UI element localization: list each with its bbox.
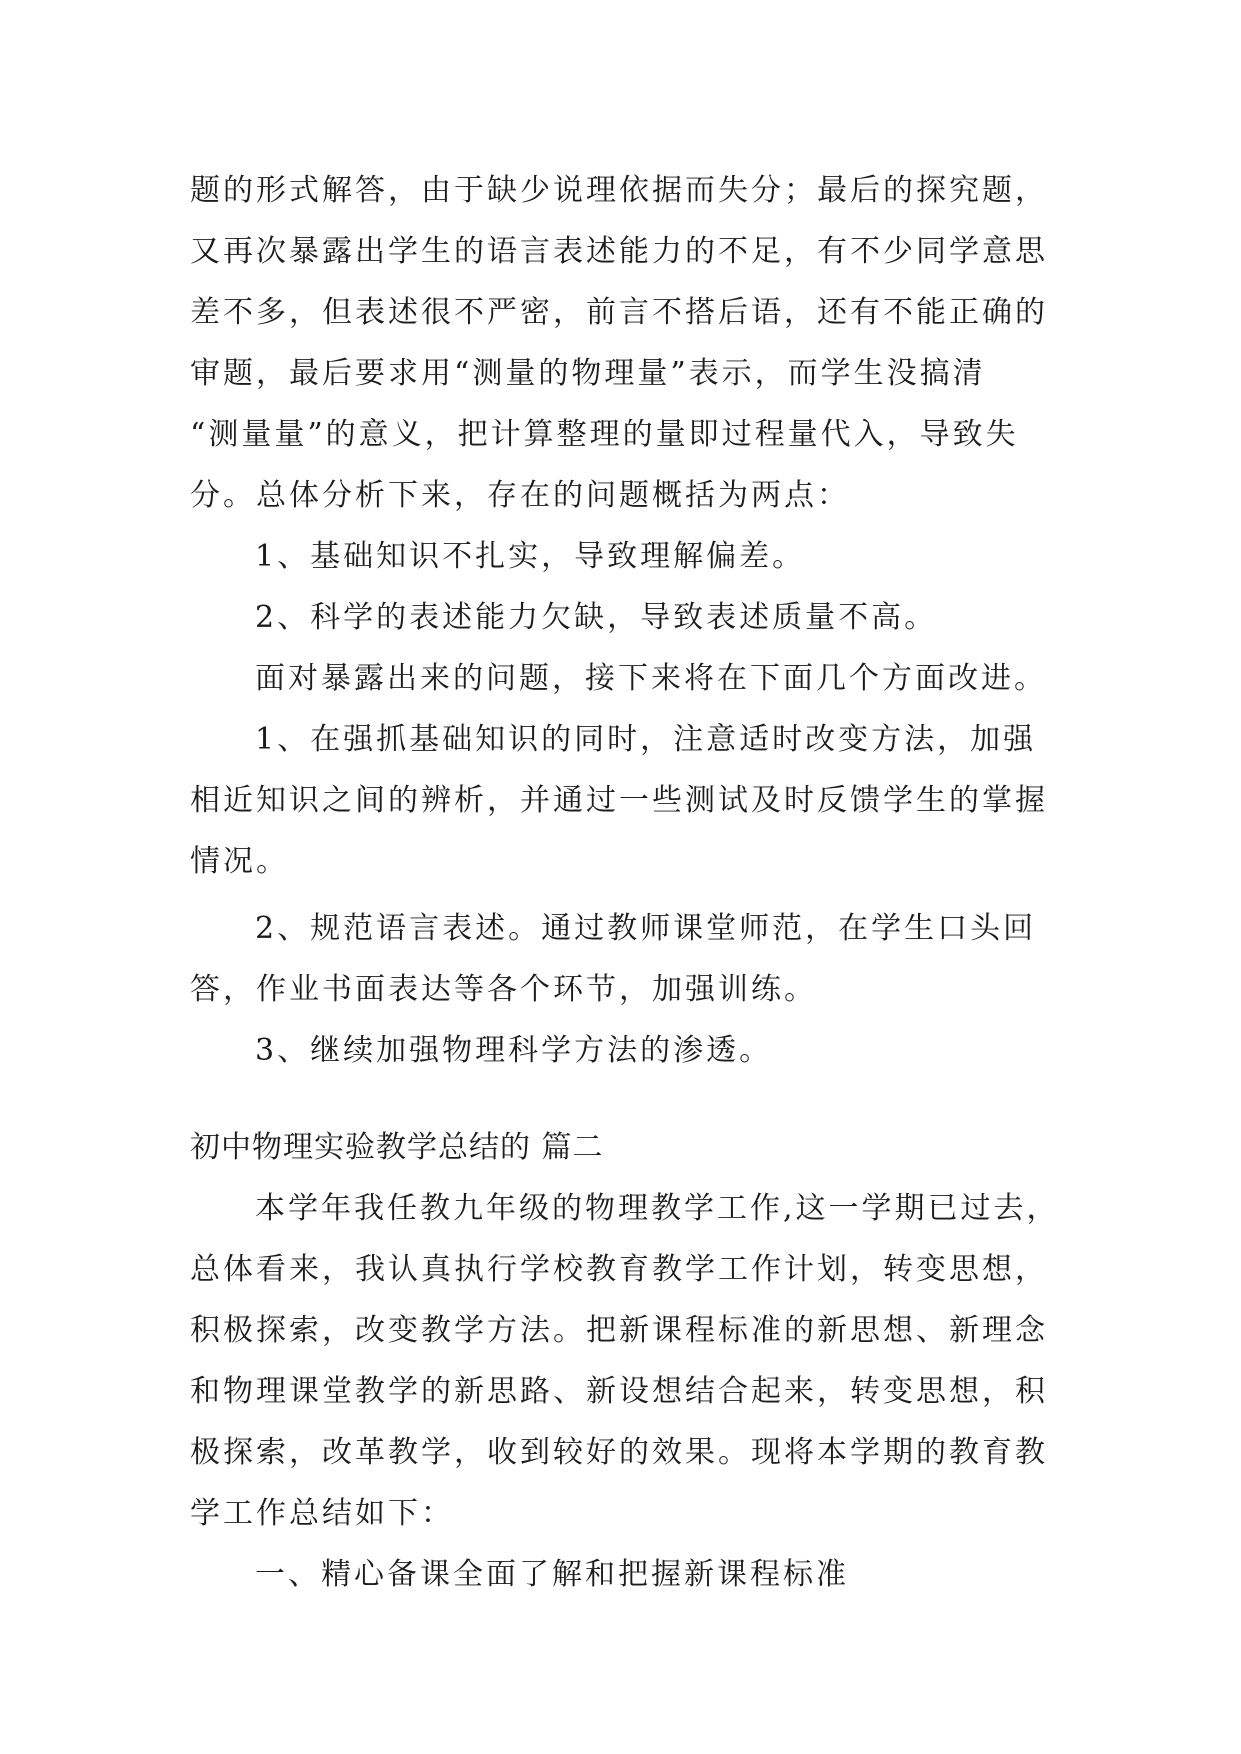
improvement-item-1: 1、在强抓基础知识的同时，注意适时改变方法，加强 (255, 722, 1037, 757)
paragraph-line: 题的形式解答，由于缺少说理依据而失分；最后的探究题， (190, 173, 1048, 208)
paragraph-line: 相近知识之间的辨析，并通过一些测试及时反馈学生的掌握 (190, 783, 1048, 818)
document-body (190, 160, 1060, 1605)
paragraph-line: 答，作业书面表达等各个环节，加强训练。 (190, 972, 817, 1007)
problem-item: 1、基础知识不扎实，导致理解偏差。 (255, 539, 806, 574)
paragraph-line: “测量量”的意义，把计算整理的量即过程量代入，导致失 (190, 417, 1019, 452)
section-spacer (190, 1081, 1060, 1117)
improvement-intro: 面对暴露出来的问题，接下来将在下面几个方面改进。 (255, 661, 1047, 696)
improvement-item-3: 3、继续加强物理科学方法的渗透。 (255, 1033, 773, 1068)
paragraph-line: 情况。 (190, 844, 289, 879)
improvement-item-2: 2、规范语言表述。通过教师课堂师范，在学生口头回 (255, 911, 1037, 946)
paragraph-line: 又再次暴露出学生的语言表述能力的不足，有不少同学意思 (190, 234, 1048, 269)
subheading: 一、精心备课全面了解和把握新课程标准 (255, 1557, 849, 1592)
section-heading: 初中物理实验教学总结的 篇二 (190, 1130, 604, 1165)
paragraph-line: 总体看来，我认真执行学校教育教学工作计划，转变思想， (190, 1252, 1048, 1287)
paragraph-line: 和物理课堂教学的新思路、新设想结合起来，转变思想，积 (190, 1374, 1048, 1409)
paragraph-line: 极探索，改革教学，收到较好的效果。现将本学期的教育教 (190, 1435, 1048, 1470)
paragraph-line: 审题，最后要求用“测量的物理量”表示，而学生没搞清 (190, 356, 986, 391)
paragraph-line: 学工作总结如下： (190, 1496, 454, 1531)
paragraph-line: 本学年我任教九年级的物理教学工作,这一学期已过去， (255, 1191, 1060, 1226)
paragraph-line: 分。总体分析下来，存在的问题概括为两点： (190, 478, 850, 513)
problem-item: 2、科学的表述能力欠缺，导致表述质量不高。 (255, 600, 938, 635)
paragraph-line: 差不多，但表述很不严密，前言不搭后语，还有不能正确的 (190, 295, 1048, 330)
paragraph-line: 积极探索，改变教学方法。把新课程标准的新思想、新理念 (190, 1313, 1048, 1348)
